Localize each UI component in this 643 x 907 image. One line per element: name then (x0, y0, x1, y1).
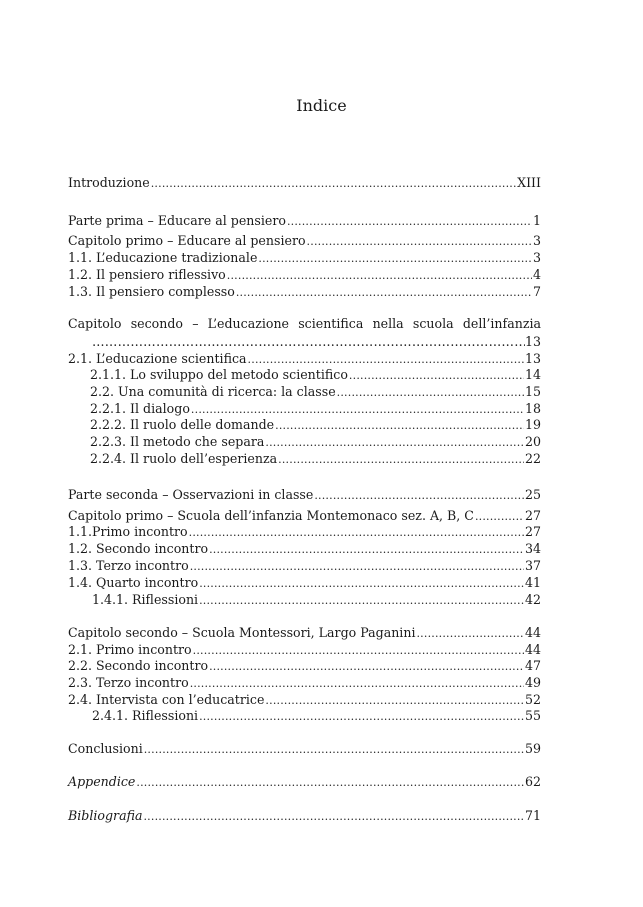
toc-entry-label: 1.2. Secondo incontro (68, 541, 209, 556)
dot-leader (199, 708, 524, 725)
toc-entry-page: 34 (524, 541, 541, 556)
dot-leader (136, 774, 524, 791)
toc-entry (68, 540, 541, 557)
toc-entry-page: 18 (524, 401, 541, 416)
toc-entry-capitolo-primo (68, 232, 541, 249)
toc-entry-label: Bibliografia (68, 808, 143, 823)
page-title: Indice (296, 96, 347, 115)
toc-entry-label: Introduzione (68, 175, 150, 190)
toc-entry-label: 2.4.1. Riflessioni (92, 708, 199, 723)
toc-entry-label: 2.2.2. Il ruolo delle domande (90, 417, 275, 432)
toc-entry-label: 2.1. Primo incontro (68, 642, 192, 657)
toc-entry-page: 27 (524, 524, 541, 539)
toc-word: – (192, 316, 199, 331)
dot-leader (236, 284, 532, 301)
dot-leader (337, 384, 524, 401)
toc-entry-page: 3 (532, 250, 541, 265)
toc-entry-label: 2.3. Terzo incontro (68, 675, 189, 690)
dot-leader (307, 233, 532, 250)
toc-entry (90, 450, 541, 467)
toc-entry-page: 3 (532, 233, 541, 248)
dot-leader (314, 487, 524, 504)
toc-entry-page: 37 (524, 558, 541, 573)
toc-entry-capitolo-primo (68, 507, 541, 524)
toc-entry (68, 691, 541, 708)
toc-entry-label: 2.2.1. Il dialogo (90, 401, 190, 416)
toc-entry (68, 350, 541, 367)
dot-leader (151, 175, 516, 192)
toc-entry (92, 591, 541, 608)
toc-entry-label: Parte prima – Educare al pensiero (68, 213, 286, 228)
toc-entry-label: 1.4. Quarto incontro (68, 575, 199, 590)
dot-leader (265, 434, 524, 451)
toc-entry-label: 1.1.Primo incontro (68, 524, 188, 539)
dot-leader (189, 524, 524, 541)
dot-leader (349, 367, 524, 384)
toc-entry-parte-seconda (68, 486, 541, 503)
toc-word: scientifica (298, 316, 364, 331)
toc-entry-page: 44 (524, 625, 541, 640)
toc-word: dell’infanzia (462, 316, 541, 331)
toc-entry-label: Capitolo primo – Educare al pensiero (68, 233, 306, 248)
toc-entry-label: 2.1.1. Lo sviluppo del metodo scientifico (90, 367, 348, 382)
toc-entry (90, 400, 541, 417)
toc-entry-capitolo-secondo-label (68, 315, 541, 332)
toc-entry-page: 49 (524, 675, 541, 690)
toc-entry-page: 59 (524, 741, 541, 756)
toc-entry (92, 707, 541, 724)
toc-entry-label: 1.3. Il pensiero complesso (68, 284, 235, 299)
toc-entry-page: 44 (524, 642, 541, 657)
toc-entry-label: Conclusioni (68, 741, 143, 756)
dot-leader (209, 541, 524, 558)
toc-entry (90, 433, 541, 450)
toc-entry-page: 52 (524, 692, 541, 707)
toc-word: L’educazione (207, 316, 290, 331)
toc-entry-label: 2.2.3. Il metodo che separa (90, 434, 265, 449)
toc-entry (68, 523, 541, 540)
dot-leader (92, 333, 525, 350)
toc-entry-page: 19 (524, 417, 541, 432)
toc-entry (68, 674, 541, 691)
toc-entry-page: 27 (524, 508, 541, 523)
toc-entry-page: 71 (524, 808, 541, 823)
toc-entry-label: 1.3. Terzo incontro (68, 558, 189, 573)
toc-entry (68, 557, 541, 574)
toc-entry (68, 266, 541, 283)
dot-leader (209, 658, 524, 675)
toc-entry-page: 7 (532, 284, 541, 299)
toc-entry-page: 4 (532, 267, 541, 282)
dot-leader (143, 808, 523, 825)
dot-leader (258, 250, 532, 267)
toc-entry-page: 13 (524, 351, 541, 366)
toc-entry-label: 1.1. L’educazione tradizionale (68, 250, 258, 265)
toc-entry-page: 1 (532, 213, 541, 228)
toc-entry-introduzione (68, 174, 541, 191)
toc-entry-label: Capitolo primo – Scuola dell’infanzia Montemonaco sez. A, B, C (68, 508, 474, 523)
dot-leader (278, 451, 524, 468)
toc-entry-label: 1.4.1. Riflessioni (92, 592, 199, 607)
toc-entry (90, 383, 541, 400)
dot-leader (287, 213, 532, 230)
toc-entry-label: Appendice (68, 774, 136, 789)
toc-entry-label: 2.2. Secondo incontro (68, 658, 209, 673)
toc-entry-label: 2.4. Intervista con l’educatrice (68, 692, 265, 707)
dot-leader (199, 575, 524, 592)
toc-entry-conclusioni (68, 740, 541, 757)
toc-entry-label: 1.2. Il pensiero riflessivo (68, 267, 226, 282)
toc-word: Capitolo (68, 316, 122, 331)
dot-leader (416, 625, 523, 642)
toc-entry (90, 366, 541, 383)
toc-word: nella (372, 316, 404, 331)
toc-entry-page: XIII (517, 175, 541, 190)
toc-entry-label: Capitolo secondo – Scuola Montessori, Largo Paganini (68, 625, 416, 640)
toc-entry-page: 14 (524, 367, 541, 382)
toc-entry (68, 657, 541, 674)
toc-entry-bibliografia (68, 807, 541, 824)
toc-word: secondo (130, 316, 183, 331)
dot-leader (227, 267, 532, 284)
toc-entry-page: 41 (524, 575, 541, 590)
toc-entry (68, 249, 541, 266)
toc-entry-capitolo-secondo (68, 624, 541, 641)
toc-entry (68, 283, 541, 300)
toc-entry-page: 15 (524, 384, 541, 399)
toc-entry-parte-prima (68, 212, 541, 229)
dot-leader (275, 417, 524, 434)
toc-entry-appendice (68, 773, 541, 790)
toc-entry-page: 62 (524, 774, 541, 789)
toc-entry-page: 22 (524, 451, 541, 466)
toc-entry-page: 20 (524, 434, 541, 449)
toc-entry-page: 42 (524, 592, 541, 607)
toc-entry-page: 55 (524, 708, 541, 723)
dot-leader (144, 741, 524, 758)
toc-entry-label: 2.2. Una comunità di ricerca: la classe (90, 384, 336, 399)
toc-entry (68, 641, 541, 658)
toc-entry-capitolo-secondo-leader (92, 333, 541, 350)
dot-leader (190, 558, 524, 575)
toc-entry-label: 2.2.4. Il ruolo dell’esperienza (90, 451, 278, 466)
toc-entry-label: Parte seconda – Osservazioni in classe (68, 487, 314, 502)
dot-leader (199, 592, 524, 609)
toc-entry (90, 416, 541, 433)
toc-word: scuola (412, 316, 454, 331)
dot-leader (190, 675, 524, 692)
toc-entry (68, 574, 541, 591)
toc-entry-page: 47 (524, 658, 541, 673)
toc-entry-page: 13 (524, 334, 541, 349)
toc-entry-label: 2.1. L’educazione scientifica (68, 351, 247, 366)
toc-entry-page: 25 (524, 487, 541, 502)
